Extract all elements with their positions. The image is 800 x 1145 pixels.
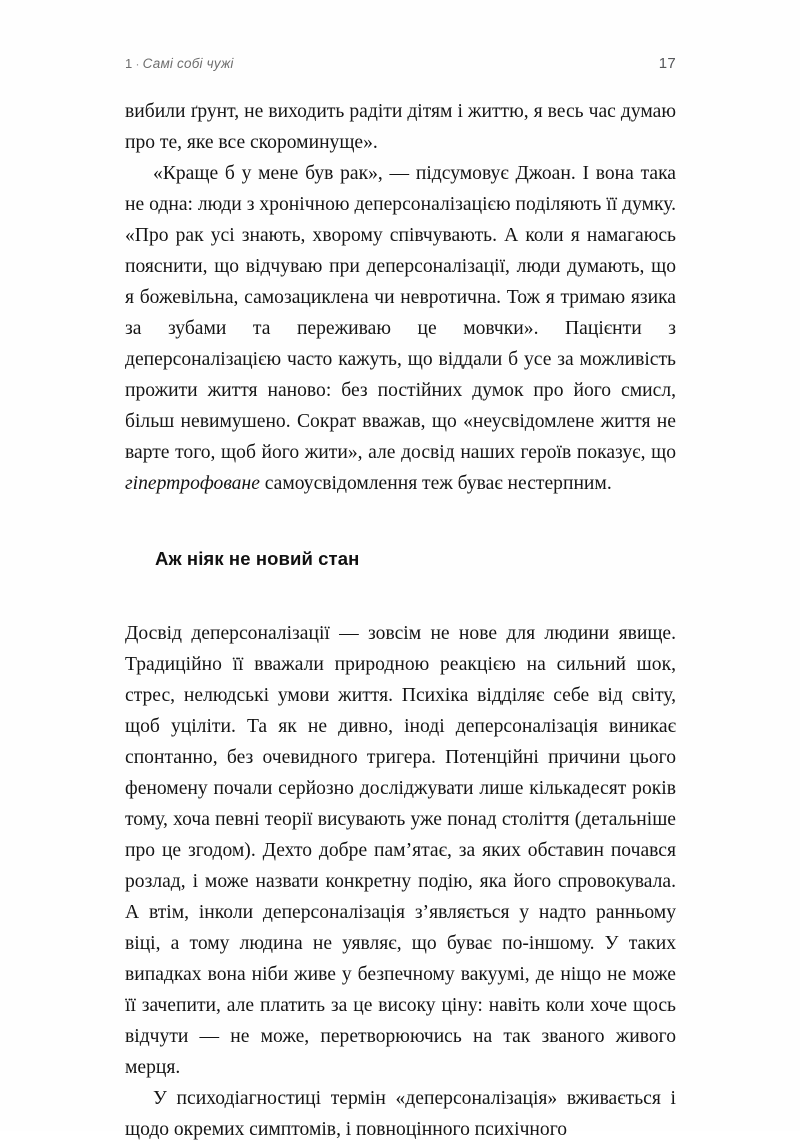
paragraph-joan	[125, 158, 676, 499]
heading-space-above	[125, 499, 676, 546]
running-head	[125, 55, 676, 79]
chapter-title: Самі собі чужі	[142, 56, 234, 71]
section-heading: Аж ніяк не новий стан	[155, 548, 360, 569]
page-number: 17	[658, 55, 676, 72]
paragraph-continuation: вибили ґрунт, не виходить радіти дітям і життю, я весь час думаю про те, яке все скороминуще».	[125, 101, 676, 153]
running-head-separator: ·	[135, 57, 140, 71]
chapter-number: 1	[125, 56, 133, 71]
paragraph-joan-text-before-italic: «Краще б у мене був рак», — підсумовує Джоан. І вона така не одна: люди з хронічною деперсоналізацією поділяють її думку. «Про рак усі знають, хворому співчувають. А коли я намагаюсь пояснити, що відчуваю при деперсоналізації, люди думають, що я божевільна, самозациклена чи невротична. Тож я тримаю язика за зубами та переживаю це мовчки». Пацієнти з деперсоналізацією часто кажуть, що віддали б усе за можливість прожити життя наново: без постійних думок про його смисл, більш невимушено. Сократ вважав, що «неусвідомлене життя не варте того, щоб його жити», але досвід наших героїв показує, що	[125, 163, 676, 463]
paragraph-joan-text-after-italic: самоусвідомлення теж буває нестерпним.	[259, 473, 612, 494]
paragraph-history: Досвід деперсоналізації — зовсім не нове для людини явище. Традиційно її вважали природною реакцією на сильний шок, стрес, нелюдські умови життя. Психіка відділяє себе від світу, щоб уціліти. Та як не дивно, іноді деперсоналізація виникає спонтанно, без очевидного тригера. Потенційні причини цього феномену почали серйозно досліджувати лише кількадесят років тому, хоча певні теорії висувають уже понад століття (детальніше про це згодом). Дехто добре пам’ятає, за яких обставин почався розлад, і може назвати конкретну подію, яка його спровокувала. А втім, інколи деперсоналізація з’являється у надто ранньому віці, а тому людина не уявляє, що буває по-іншому. У таких випадках вона ніби живе у безпечному вакуумі, де ніщо не може її зачепити, але платить за це високу ціну: навіть коли хоче щось відчути — не може, перетворюючись на так званого живого мерця.	[125, 623, 676, 1078]
paragraph-diagnostics: У психодіагностиці термін «деперсоналізація» вживається і щодо окремих симптомів, і повноцінного психічного	[125, 1088, 676, 1140]
emphasis-hypertrophied: гіпертрофоване	[125, 473, 260, 494]
heading-space-below	[125, 572, 676, 618]
running-head-title	[125, 56, 234, 71]
text-column	[125, 96, 676, 1145]
